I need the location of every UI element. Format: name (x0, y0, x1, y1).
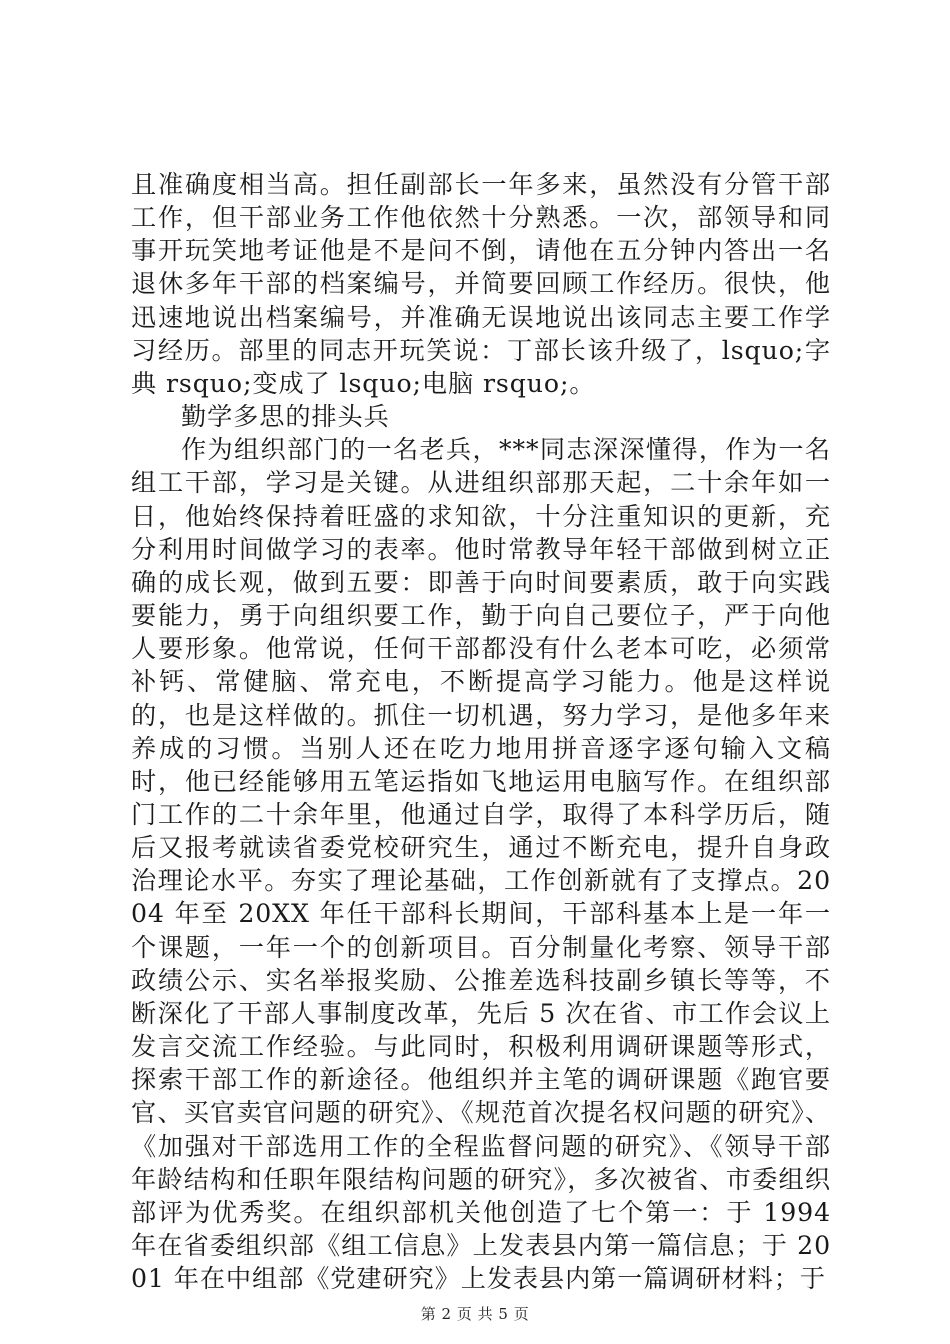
section-heading: 勤学多思的排头兵 (181, 402, 390, 432)
body-text (131, 168, 831, 1295)
page-footer (0, 1303, 950, 1324)
page-number-label: 第 2 页 共 5 页 (420, 1305, 530, 1323)
paragraph-2: 作为组织部门的一名老兵，***同志深深懂得，作为一名组工干部，学习是关键。从进组织部那天起，二十余年如一日，他始终保持着旺盛的求知欲，十分注重知识的更新，充分利用时间做学习的表率。他时常教导年轻干部做到树立正确的成长观，做到五要：即善于向时间要素质，敢于向实践要能力，勇于向组织要工作，勤于向自己要位子，严于向他人要形象。他常说，任何干部都没有什么老本可吃，必须常补钙、常健脑、常充电，不断提高学习能力。他是这样说的，也是这样做的。抓住一切机遇，努力学习，是他多年来养成的习惯。当别人还在吃力地用拼音逐字逐句输入文稿时，他已经能够用五笔运指如飞地运用电脑写作。在组织部门工作的二十余年里，他通过自学，取得了本科学历后，随后又报考就读省委党校研究生，通过不断充电，提升自身政治理论水平。夯实了理论基础，工作创新就有了支撑点。2004 年至 20XX 年任干部科长期间，干部科基本上是一年一个课题，一年一个的创新项目。百分制量化考察、领导干部政绩公示、实名举报奖励、公推差选科技副乡镇长等等，不断深化了干部人事制度改革，先后 5 次在省、市工作会议上发言交流工作经验。与此同时，积极利用调研课题等形式，探索干部工作的新途径。他组织并主笔的调研课题《跑官要官、买官卖官问题的研究》、《规范首次提名权问题的研究》、《加强对干部选用工作的全程监督问题的研究》、《领导干部年龄结构和任职年限结构问题的研究》，多次被省、市委组织部评为优秀奖。在组织部机关他创造了七个第一：于 1994 年在省委组织部《组工信息》上发表县内第一篇信息；于 2001 年在中组部《党建研究》上发表县内第一篇调研材料；于 (131, 435, 831, 1294)
paragraph-1: 且准确度相当高。担任副部长一年多来，虽然没有分管干部工作，但干部业务工作他依然十分熟悉。一次，部领导和同事开玩笑地考证他是不是问不倒，请他在五分钟内答出一名退休多年干部的档案编号，并简要回顾工作经历。很快，他迅速地说出档案编号，并准确无误地说出该同志主要工作学习经历。部里的同志开玩笑说：丁部长该升级了，lsquo;字典 rsquo;变成了 lsquo;电脑 rsquo;。 (131, 170, 831, 398)
